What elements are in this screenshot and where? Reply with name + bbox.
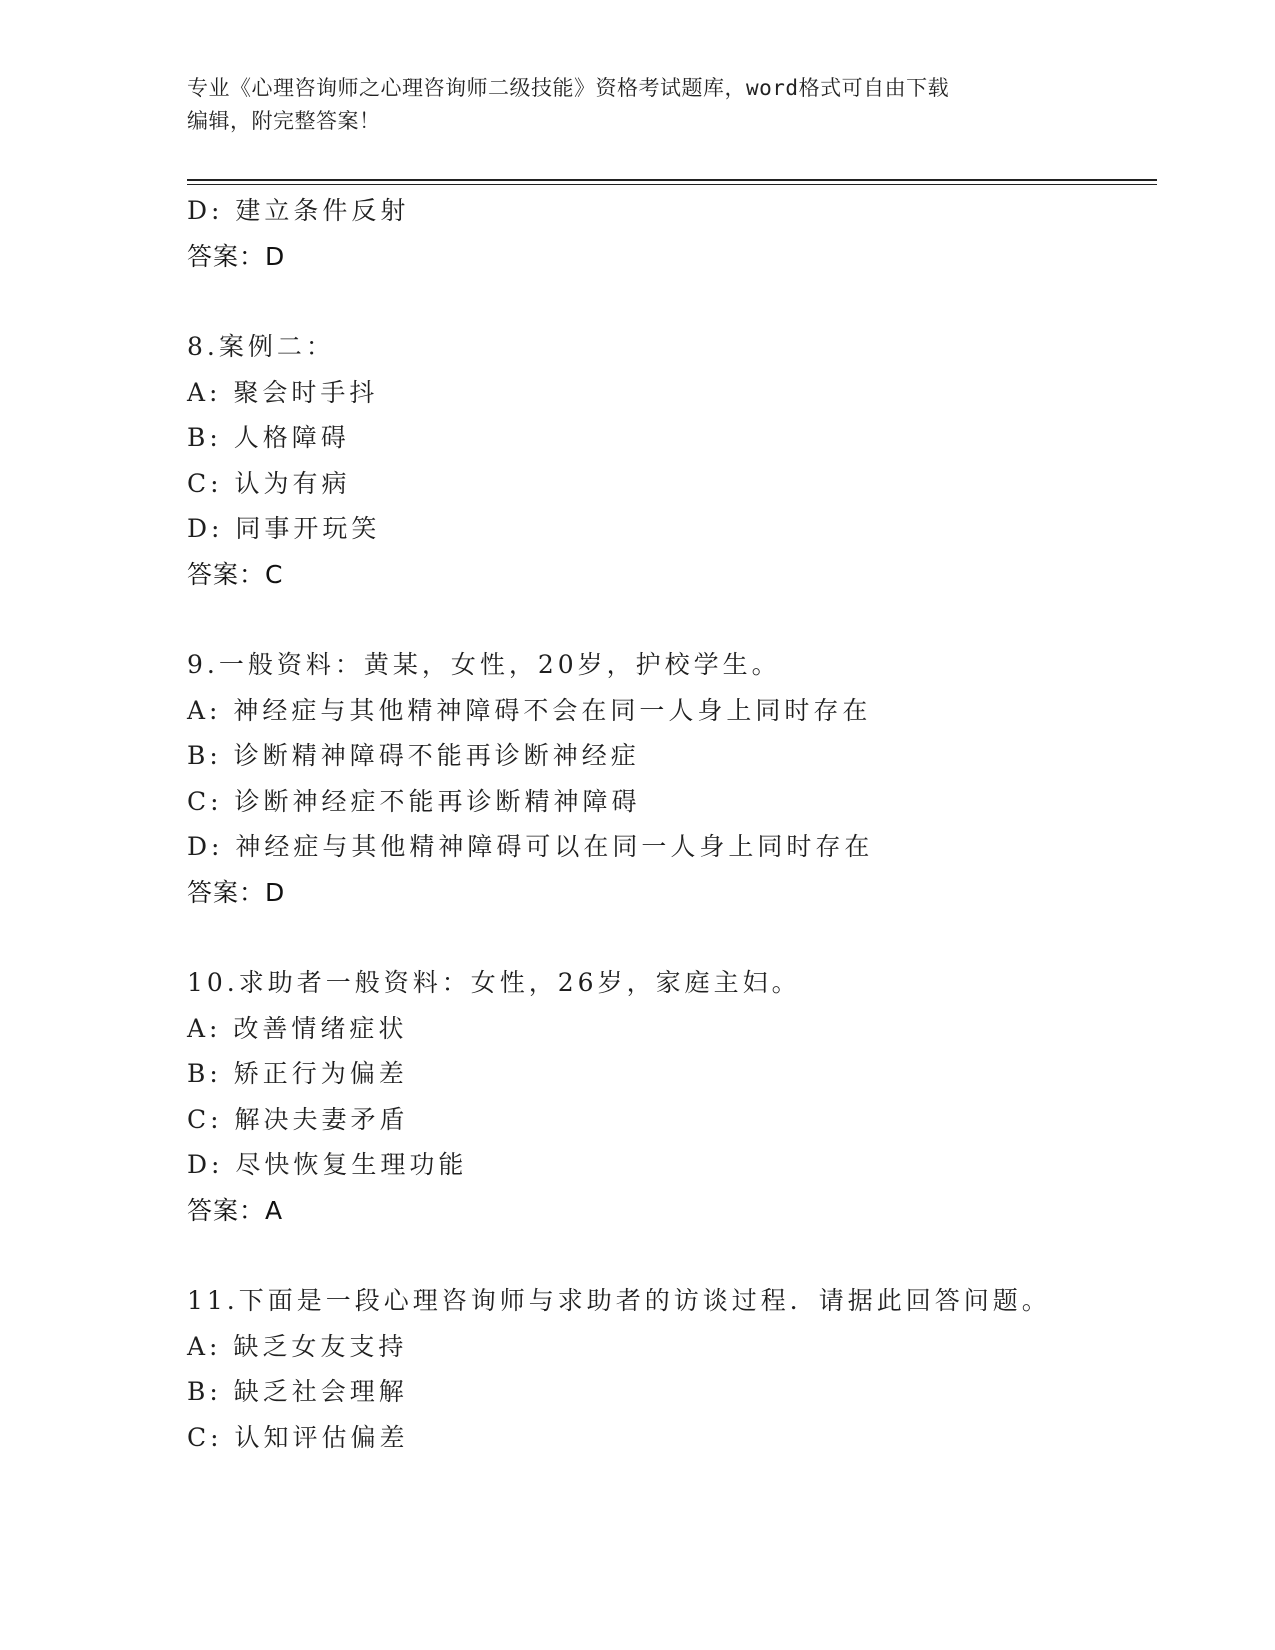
option-b: B: 缺乏社会理解 bbox=[187, 1377, 408, 1406]
option-d: D: 神经症与其他精神障碍可以在同一人身上同时存在 bbox=[187, 832, 874, 861]
question-11 bbox=[187, 1278, 1157, 1460]
option-d: D: 建立条件反射 bbox=[187, 196, 410, 225]
answer-line: 答案：D bbox=[187, 241, 286, 271]
option-b: B: 矫正行为偏差 bbox=[187, 1059, 408, 1088]
header-line-1: 专业《心理咨询师之心理咨询师二级技能》资格考试题库，word格式可自由下载 bbox=[187, 76, 950, 100]
question-9 bbox=[187, 642, 1157, 915]
document-header bbox=[187, 72, 1087, 138]
question-7 bbox=[187, 188, 1157, 279]
answer-line: 答案：C bbox=[187, 559, 284, 589]
answer-line: 答案：D bbox=[187, 877, 286, 907]
question-10 bbox=[187, 960, 1157, 1233]
option-c: C: 认知评估偏差 bbox=[187, 1422, 409, 1452]
document-page bbox=[187, 0, 1157, 1650]
header-line-2: 编辑，附完整答案！ bbox=[187, 109, 381, 133]
question-list bbox=[187, 188, 1157, 1460]
question-8 bbox=[187, 324, 1157, 597]
option-b: B: 人格障碍 bbox=[187, 423, 350, 452]
header-divider-thick bbox=[187, 179, 1157, 181]
question-stem: 10.求助者一般资料：女性，26岁，家庭主妇。 bbox=[187, 968, 801, 997]
header-divider-thin bbox=[187, 184, 1157, 185]
answer-line: 答案：A bbox=[187, 1195, 284, 1225]
option-d: D: 尽快恢复生理功能 bbox=[187, 1150, 468, 1179]
option-a: A: 聚会时手抖 bbox=[187, 377, 379, 407]
option-c: C: 认为有病 bbox=[187, 468, 351, 498]
option-a: A: 改善情绪症状 bbox=[187, 1013, 408, 1043]
question-stem: 8.案例二： bbox=[187, 332, 335, 361]
option-a: A: 神经症与其他精神障碍不会在同一人身上同时存在 bbox=[187, 695, 872, 725]
question-stem: 9.一般资料：黄某，女性，20岁，护校学生。 bbox=[187, 650, 781, 679]
option-b: B: 诊断精神障碍不能再诊断神经症 bbox=[187, 741, 640, 770]
question-stem: 11.下面是一段心理咨询师与求助者的访谈过程．请据此回答问题。 bbox=[187, 1286, 1051, 1315]
option-c: C: 解决夫妻矛盾 bbox=[187, 1104, 409, 1134]
option-c: C: 诊断神经症不能再诊断精神障碍 bbox=[187, 786, 641, 816]
option-a: A: 缺乏女友支持 bbox=[187, 1331, 408, 1361]
option-d: D: 同事开玩笑 bbox=[187, 514, 381, 543]
